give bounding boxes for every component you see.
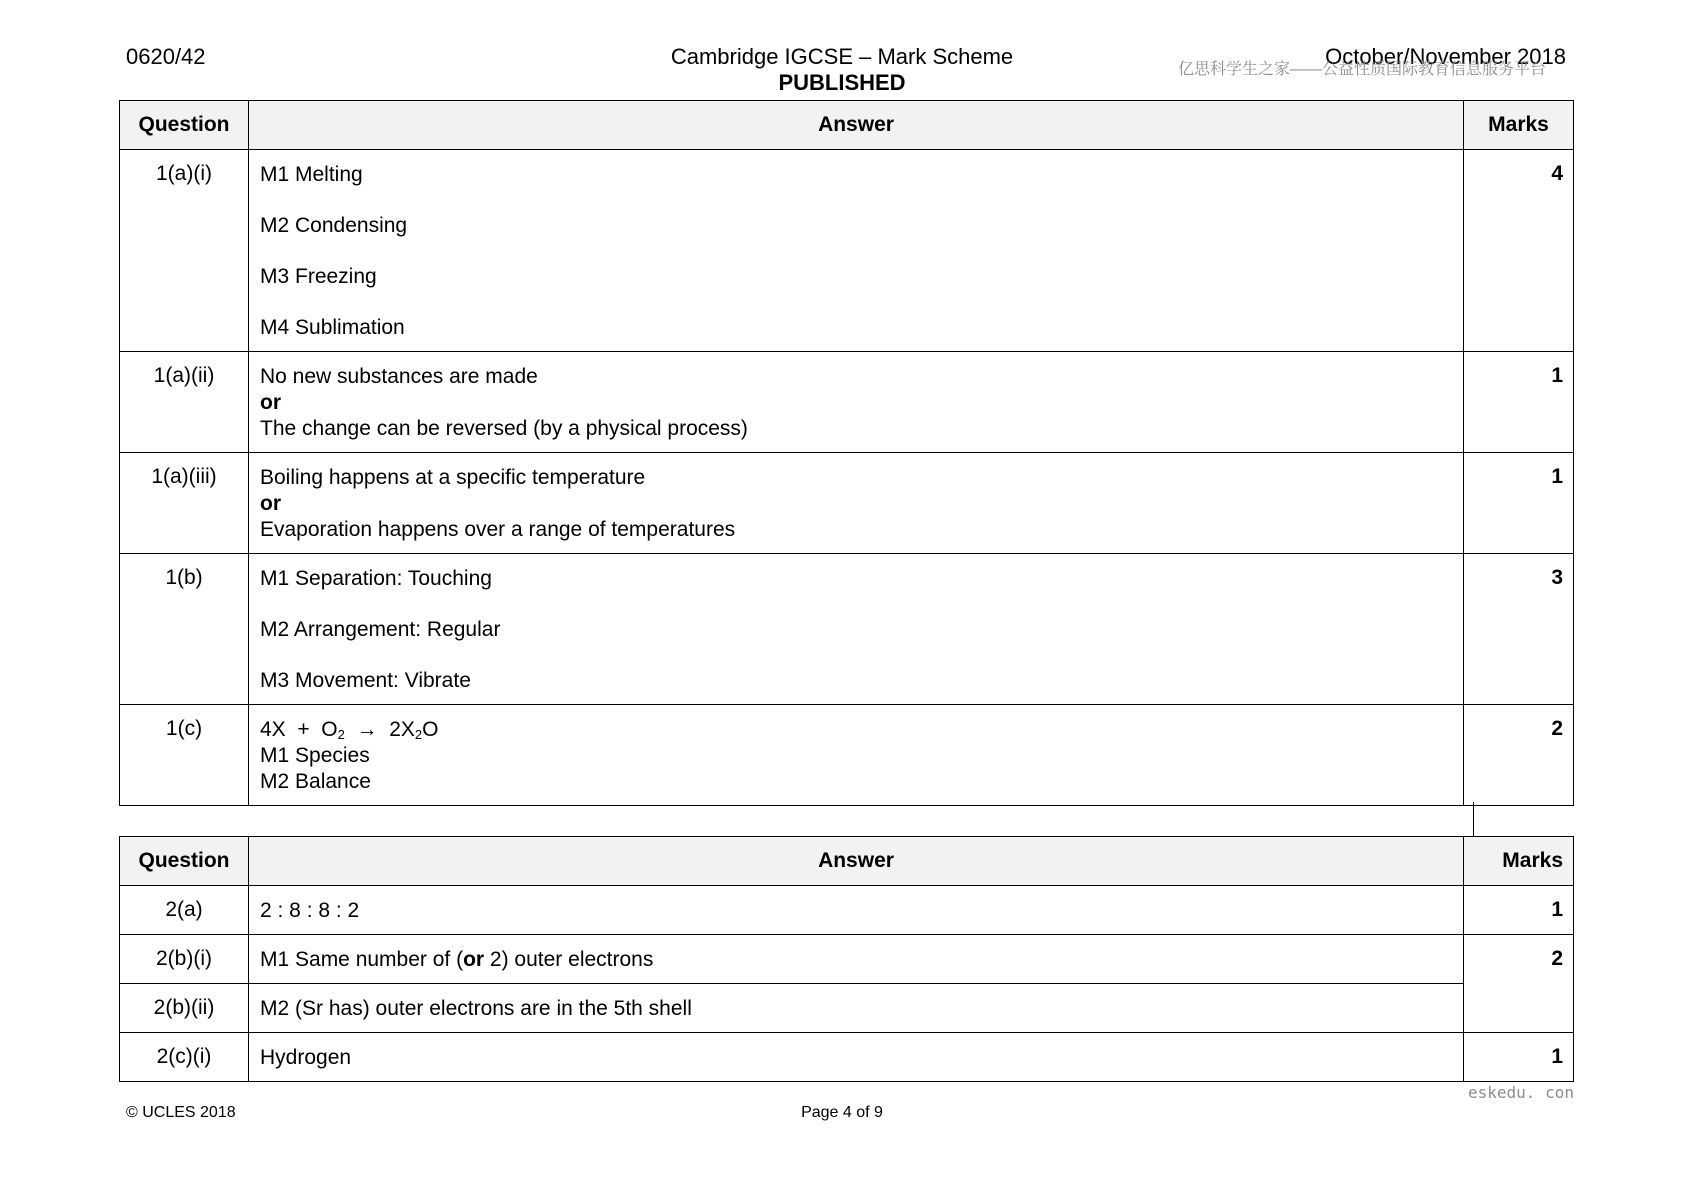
marks-value: 1 bbox=[1464, 1033, 1574, 1082]
marks-value: 1 bbox=[1464, 453, 1574, 554]
paper-code: 0620/42 bbox=[126, 44, 206, 69]
table-row bbox=[120, 1033, 1574, 1082]
answer-line: M2 Arrangement: Regular bbox=[260, 618, 501, 641]
answer-line: Boiling happens at a specific temperature bbox=[260, 466, 646, 489]
answer-line: M1 Species bbox=[260, 744, 370, 767]
table-header-row bbox=[120, 101, 1574, 150]
table-row bbox=[120, 453, 1574, 554]
question-number: 1(a)(iii) bbox=[120, 453, 249, 554]
chemical-equation bbox=[260, 717, 1452, 743]
site-watermark: eskedu. con bbox=[1468, 1083, 1574, 1102]
published-label: PUBLISHED bbox=[778, 70, 906, 95]
equation-subscript: 2 bbox=[414, 727, 423, 742]
mark-scheme-table-2 bbox=[119, 836, 1574, 1082]
answer-cell: Hydrogen bbox=[249, 1033, 1464, 1082]
marks-value: 3 bbox=[1464, 554, 1574, 705]
table-row bbox=[120, 886, 1574, 935]
session-label: October/November 2018 bbox=[1325, 44, 1566, 69]
answer-line: M2 Balance bbox=[260, 770, 371, 793]
answer-line: M1 Separation: Touching bbox=[260, 567, 492, 590]
answer-line: Evaporation happens over a range of temperatures bbox=[260, 518, 736, 541]
column-header-question: Question bbox=[120, 101, 249, 150]
answer-line: The change can be reversed (by a physical process) bbox=[260, 417, 748, 440]
answer-line: M4 Sublimation bbox=[260, 316, 405, 339]
table-row bbox=[120, 984, 1574, 1033]
equation-product-x: 2X bbox=[389, 718, 415, 741]
marks-value: 2 bbox=[1464, 935, 1574, 1033]
answer-line: M2 Condensing bbox=[260, 214, 408, 237]
column-header-marks: Marks bbox=[1464, 837, 1574, 886]
answer-text: M1 Same number of ( bbox=[260, 948, 464, 971]
answer-cell bbox=[249, 554, 1464, 705]
column-header-answer: Answer bbox=[249, 101, 1464, 150]
column-divider-line bbox=[1473, 802, 1474, 836]
copyright-notice: © UCLES 2018 bbox=[126, 1104, 236, 1121]
equation-oxygen: O bbox=[321, 718, 338, 741]
or-separator: or bbox=[260, 492, 281, 515]
answer-cell bbox=[249, 352, 1464, 453]
answer-line: M3 Movement: Vibrate bbox=[260, 669, 471, 692]
marks-value: 4 bbox=[1464, 150, 1574, 352]
table-row bbox=[120, 352, 1574, 453]
equation-product-o: O bbox=[422, 718, 439, 741]
mark-scheme-title: Cambridge IGCSE – Mark Scheme bbox=[670, 44, 1014, 69]
question-number: 2(b)(ii) bbox=[120, 984, 249, 1033]
answer-line: No new substances are made bbox=[260, 365, 538, 388]
question-number: 1(c) bbox=[120, 705, 249, 806]
table-header-row bbox=[120, 837, 1574, 886]
question-number: 2(c)(i) bbox=[120, 1033, 249, 1082]
answer-line: M3 Freezing bbox=[260, 265, 377, 288]
column-header-marks: Marks bbox=[1464, 101, 1574, 150]
table-row bbox=[120, 935, 1574, 984]
mark-scheme-table-1 bbox=[119, 100, 1574, 806]
or-separator: or bbox=[260, 391, 281, 414]
marks-value: 2 bbox=[1464, 705, 1574, 806]
question-number: 1(a)(ii) bbox=[120, 352, 249, 453]
answer-cell bbox=[249, 935, 1464, 984]
marks-value: 1 bbox=[1464, 886, 1574, 935]
table-row bbox=[120, 705, 1574, 806]
table-row bbox=[120, 150, 1574, 352]
question-number: 2(a) bbox=[120, 886, 249, 935]
column-header-question: Question bbox=[120, 837, 249, 886]
answer-line: M1 Melting bbox=[260, 163, 363, 186]
column-header-answer: Answer bbox=[249, 837, 1464, 886]
watermark-text: 亿思科学生之家——公益性质国际教育信息服务平台 bbox=[1178, 61, 1547, 78]
marks-value: 1 bbox=[1464, 352, 1574, 453]
or-emphasis: or bbox=[463, 948, 485, 971]
question-number: 1(a)(i) bbox=[120, 150, 249, 352]
question-number: 2(b)(i) bbox=[120, 935, 249, 984]
equation-reactant-x: 4X bbox=[260, 718, 286, 741]
equation-subscript: 2 bbox=[337, 727, 345, 742]
answer-cell: 2 : 8 : 8 : 2 bbox=[249, 886, 1464, 935]
page-number: Page 4 of 9 bbox=[801, 1104, 883, 1121]
answer-cell: M2 (Sr has) outer electrons are in the 5th shell bbox=[249, 984, 1464, 1033]
answer-text: 2) outer electrons bbox=[484, 948, 654, 971]
question-number: 1(b) bbox=[120, 554, 249, 705]
answer-cell bbox=[249, 705, 1464, 806]
answer-cell bbox=[249, 453, 1464, 554]
equation-plus: + bbox=[297, 718, 310, 741]
equation-arrow: → bbox=[356, 718, 378, 741]
table-row bbox=[120, 554, 1574, 705]
answer-cell bbox=[249, 150, 1464, 352]
